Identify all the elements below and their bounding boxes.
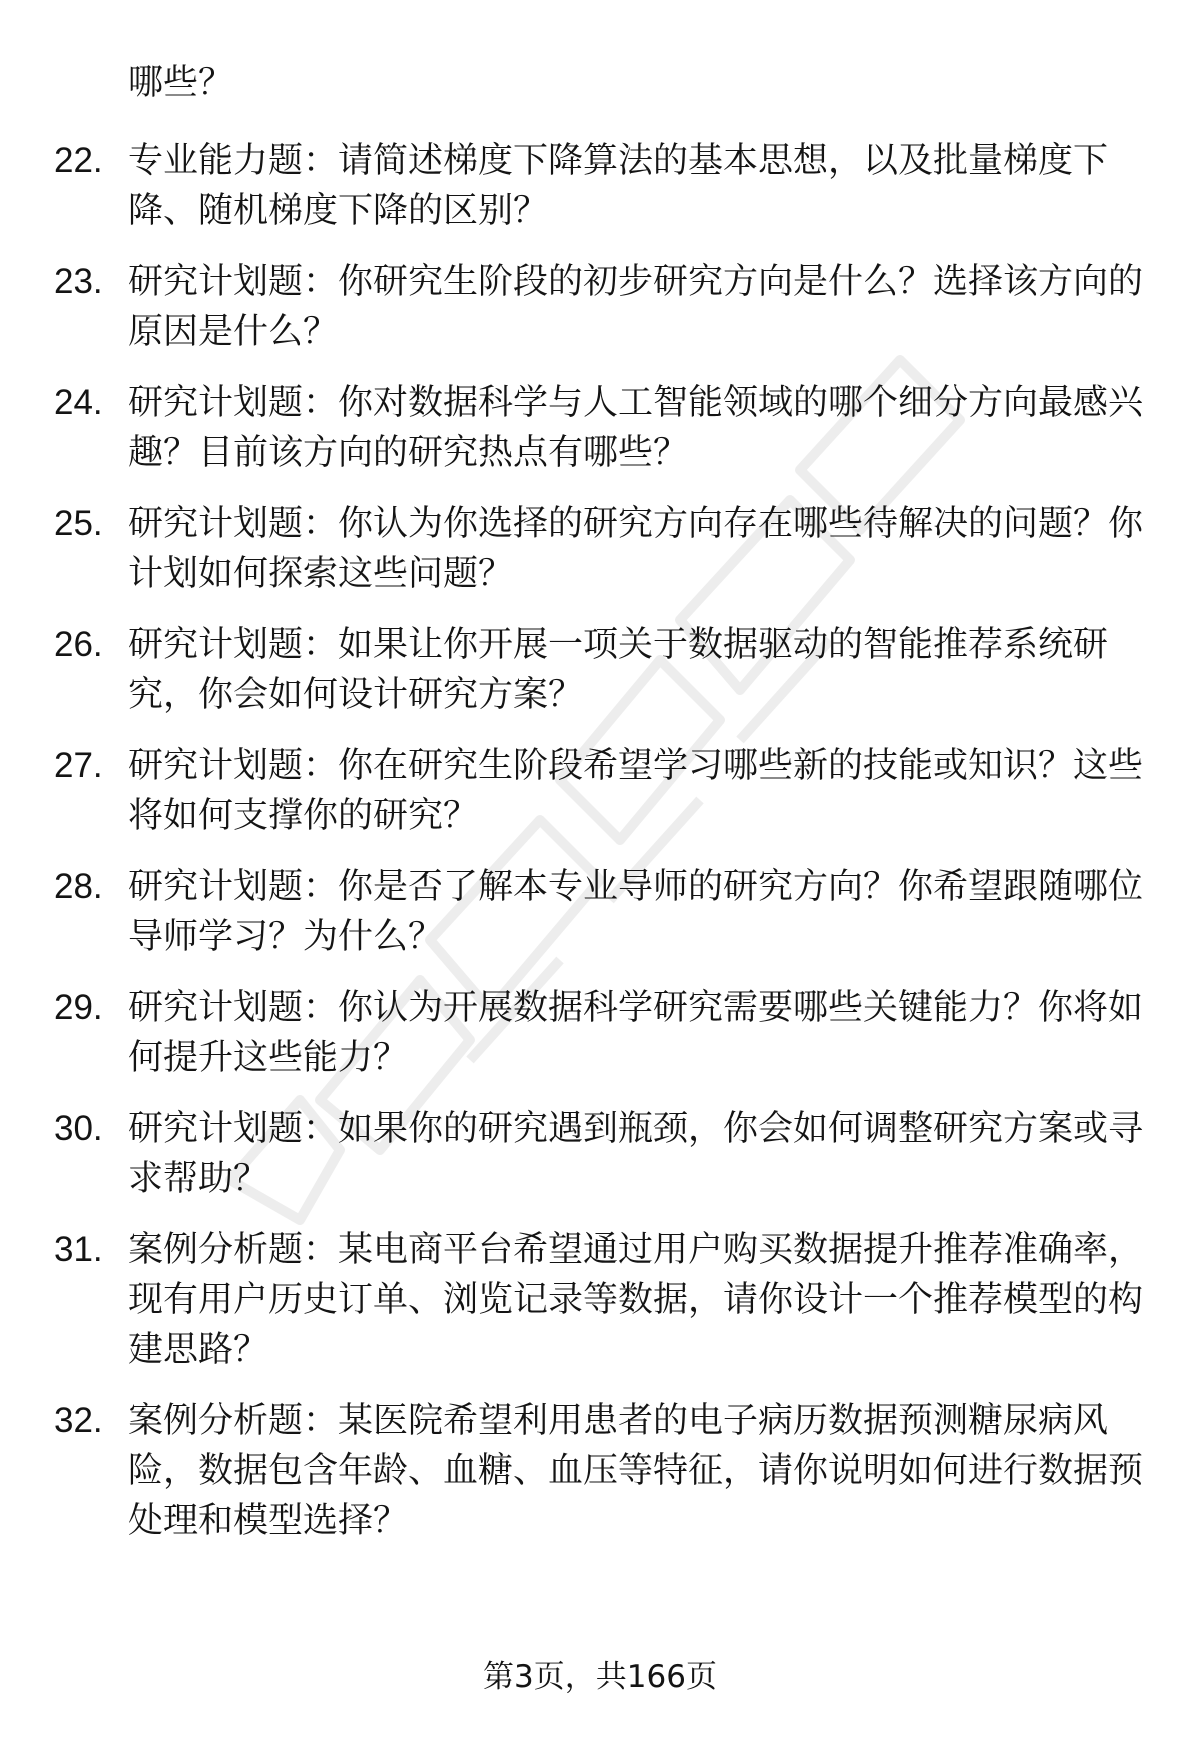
question-text: 案例分析题：某电商平台希望通过用户购买数据提升推荐准确率，现有用户历史订单、浏览记录等数据，请你设计一个推荐模型的构建思路？ bbox=[128, 1230, 1144, 1370]
question-number: 31. bbox=[54, 1230, 103, 1269]
page-footer: 第3页，共166页 bbox=[483, 1659, 717, 1695]
question-number: 26. bbox=[54, 625, 103, 664]
question-text: 专业能力题：请简述梯度下降算法的基本思想，以及批量梯度下降、随机梯度下降的区别？ bbox=[128, 141, 1109, 231]
question-text: 研究计划题：你在研究生阶段希望学习哪些新的技能或知识？这些将如何支撑你的研究？ bbox=[128, 746, 1144, 836]
question-text: 研究计划题：如果让你开展一项关于数据驱动的智能推荐系统研究，你会如何设计研究方案？ bbox=[128, 625, 1109, 715]
question-number: 24. bbox=[54, 383, 103, 422]
question-text: 研究计划题：如果你的研究遇到瓶颈，你会如何调整研究方案或寻求帮助？ bbox=[128, 1109, 1144, 1199]
question-number: 30. bbox=[54, 1109, 103, 1148]
continuation-text: 哪些？ bbox=[128, 63, 234, 103]
question-number: 25. bbox=[54, 504, 103, 543]
question-text: 研究计划题：你对数据科学与人工智能领域的哪个细分方向最感兴趣？目前该方向的研究热点有哪些？ bbox=[128, 383, 1144, 473]
question-number: 22. bbox=[54, 141, 103, 180]
question-number: 29. bbox=[54, 988, 103, 1027]
question-text: 研究计划题：你认为你选择的研究方向存在哪些待解决的问题？你计划如何探索这些问题？ bbox=[128, 504, 1144, 594]
question-text: 研究计划题：你认为开展数据科学研究需要哪些关键能力？你将如何提升这些能力？ bbox=[128, 988, 1144, 1078]
question-number: 28. bbox=[54, 867, 103, 906]
question-text: 研究计划题：你研究生阶段的初步研究方向是什么？选择该方向的原因是什么？ bbox=[128, 262, 1144, 352]
question-number: 27. bbox=[54, 746, 103, 785]
question-number: 32. bbox=[54, 1401, 103, 1440]
question-text: 研究计划题：你是否了解本专业导师的研究方向？你希望跟随哪位导师学习？为什么？ bbox=[128, 867, 1144, 957]
question-number: 23. bbox=[54, 262, 103, 301]
question-text: 案例分析题：某医院希望利用患者的电子病历数据预测糖尿病风险，数据包含年龄、血糖、血压等特征，请你说明如何进行数据预处理和模型选择？ bbox=[128, 1401, 1144, 1541]
